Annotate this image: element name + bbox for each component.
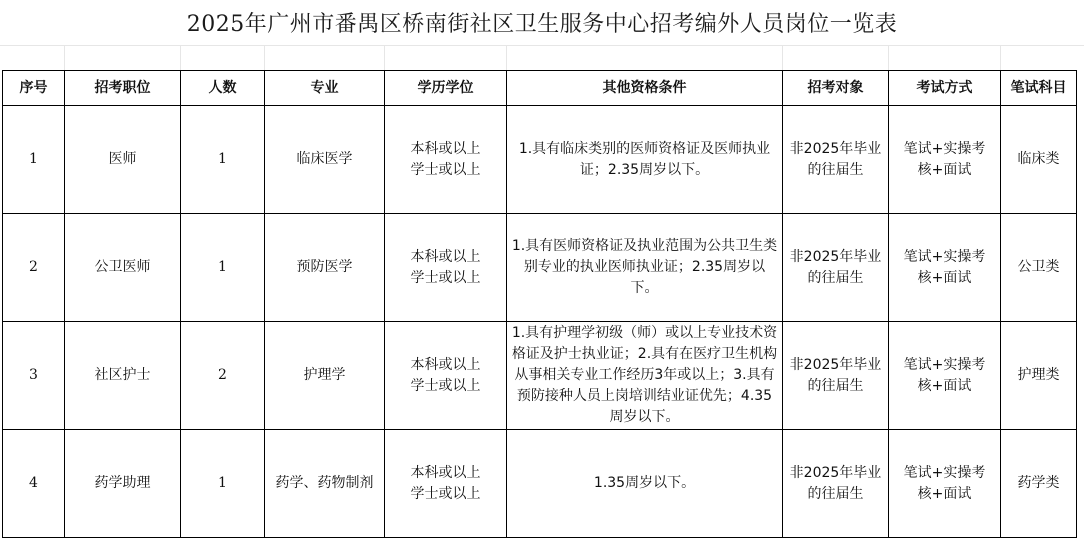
- sheet-gridline: [180, 45, 181, 70]
- education-line: 学士或以上: [410, 485, 481, 502]
- cell-conditions: 1.具有医师资格证及执业范围为公共卫生类别专业的执业医师执业证；2.35周岁以下。: [507, 214, 783, 322]
- sheet-gridline: [384, 45, 385, 70]
- sheet-gridline: [506, 45, 507, 70]
- cell-education: [385, 106, 507, 214]
- cell-exam: [889, 214, 1001, 322]
- cell-exam: [889, 430, 1001, 538]
- cell-position: 医师: [65, 106, 181, 214]
- cell-education: [385, 430, 507, 538]
- cell-major: 临床医学: [265, 106, 385, 214]
- cell-count: 1: [181, 214, 265, 322]
- exam-line: 笔试+实操考: [903, 140, 986, 157]
- cell-subject: 临床类: [1001, 106, 1077, 214]
- cell-major: 预防医学: [265, 214, 385, 322]
- table-row: [3, 106, 1077, 214]
- education-line: 本科或以上: [410, 356, 481, 373]
- cell-seq: 1: [3, 106, 65, 214]
- exam-line: 核+面试: [917, 269, 972, 286]
- target-line: 的往届生: [807, 269, 864, 286]
- target-line: 的往届生: [807, 485, 864, 502]
- target-line: 非2025年毕业: [789, 140, 882, 157]
- exam-line: 笔试+实操考: [903, 356, 986, 373]
- education-line: 本科或以上: [410, 140, 481, 157]
- sheet-gridline: [264, 45, 265, 70]
- target-line: 非2025年毕业: [789, 248, 882, 265]
- cell-conditions: 1.具有护理学初级（师）或以上专业技术资格证及护士执业证；2.具有在医疗卫生机构从事相关专业工作经历3年或以上；3.具有预防接种人员上岗培训结业证优先；4.35周岁以下。: [507, 322, 783, 430]
- cell-conditions: 1.具有临床类别的医师资格证及医师执业证；2.35周岁以下。: [507, 106, 783, 214]
- cell-exam: [889, 322, 1001, 430]
- cell-exam: [889, 106, 1001, 214]
- cell-subject: 护理类: [1001, 322, 1077, 430]
- cell-subject: 药学类: [1001, 430, 1077, 538]
- target-line: 的往届生: [807, 377, 864, 394]
- cell-education: [385, 214, 507, 322]
- cell-conditions: 1.35周岁以下。: [507, 430, 783, 538]
- header-education: 学历学位: [385, 71, 507, 106]
- target-line: 非2025年毕业: [789, 464, 882, 481]
- header-conditions: 其他资格条件: [507, 71, 783, 106]
- cell-position: 药学助理: [65, 430, 181, 538]
- exam-line: 核+面试: [917, 485, 972, 502]
- table-row: [3, 214, 1077, 322]
- table-row: [3, 322, 1077, 430]
- education-line: 学士或以上: [410, 377, 481, 394]
- cell-major: 药学、药物制剂: [265, 430, 385, 538]
- sheet-gridline: [64, 45, 65, 70]
- table-header-row: [3, 71, 1077, 106]
- header-seq: 序号: [3, 71, 65, 106]
- sheet-gridline: [782, 45, 783, 70]
- cell-target: [783, 106, 889, 214]
- header-major: 专业: [265, 71, 385, 106]
- positions-table: [2, 70, 1077, 538]
- cell-seq: 2: [3, 214, 65, 322]
- header-subject: 笔试科目: [1001, 71, 1077, 106]
- header-exam: 考试方式: [889, 71, 1001, 106]
- exam-line: 笔试+实操考: [903, 464, 986, 481]
- table-row: [3, 430, 1077, 538]
- header-position: 招考职位: [65, 71, 181, 106]
- education-line: 学士或以上: [410, 161, 481, 178]
- cell-target: [783, 322, 889, 430]
- cell-seq: 4: [3, 430, 65, 538]
- sheet-gridline: [1000, 45, 1001, 70]
- exam-line: 核+面试: [917, 161, 972, 178]
- education-line: 本科或以上: [410, 464, 481, 481]
- cell-target: [783, 430, 889, 538]
- cell-target: [783, 214, 889, 322]
- cell-count: 1: [181, 106, 265, 214]
- cell-subject: 公卫类: [1001, 214, 1077, 322]
- header-target: 招考对象: [783, 71, 889, 106]
- target-line: 的往届生: [807, 161, 864, 178]
- header-count: 人数: [181, 71, 265, 106]
- cell-position: 社区护士: [65, 322, 181, 430]
- cell-education: [385, 322, 507, 430]
- education-line: 学士或以上: [410, 269, 481, 286]
- cell-seq: 3: [3, 322, 65, 430]
- sheet-gridline: [0, 45, 1084, 46]
- cell-count: 1: [181, 430, 265, 538]
- page-title: 2025年广州市番禺区桥南街社区卫生服务中心招考编外人员岗位一览表: [186, 12, 898, 37]
- sheet-gridline: [888, 45, 889, 70]
- exam-line: 核+面试: [917, 377, 972, 394]
- education-line: 本科或以上: [410, 248, 481, 265]
- cell-major: 护理学: [265, 322, 385, 430]
- cell-count: 2: [181, 322, 265, 430]
- exam-line: 笔试+实操考: [903, 248, 986, 265]
- cell-position: 公卫医师: [65, 214, 181, 322]
- target-line: 非2025年毕业: [789, 356, 882, 373]
